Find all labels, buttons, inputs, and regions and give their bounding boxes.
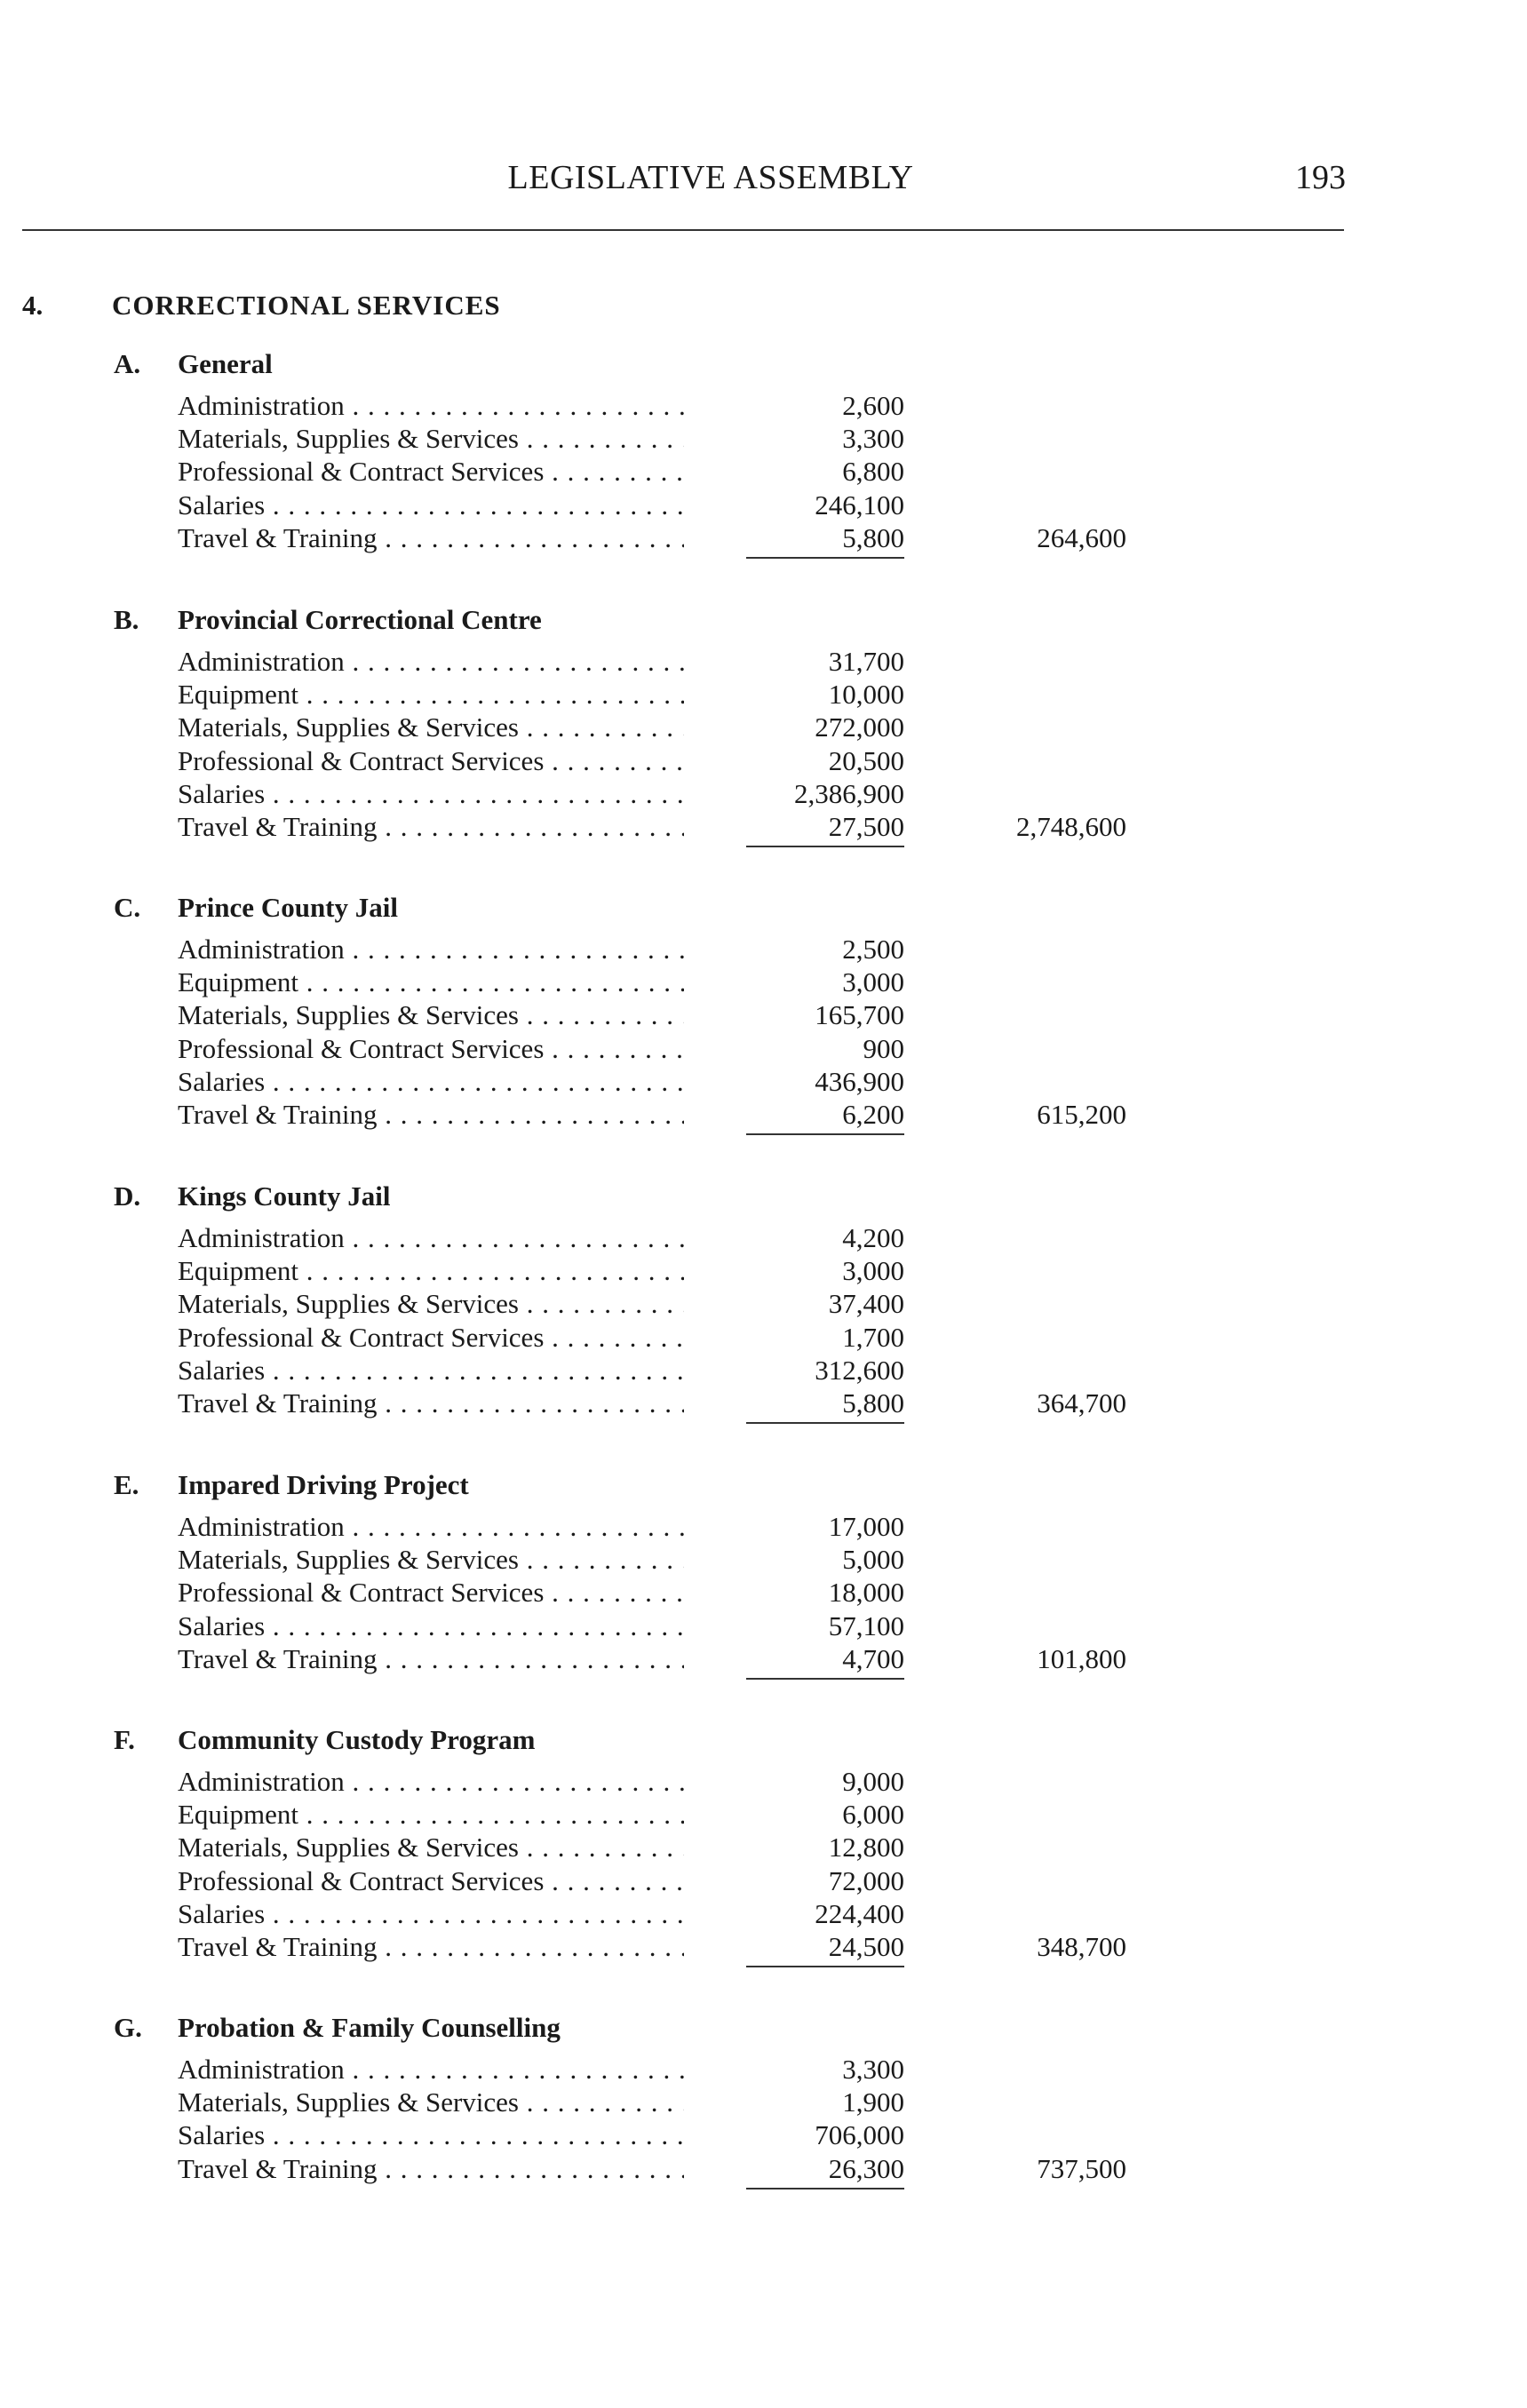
line-item-amount: 6,200 — [746, 1098, 904, 1135]
line-item — [0, 1287, 1527, 1320]
line-item — [0, 2118, 1527, 2151]
line-item-label: Professional & Contract Services . . . — [178, 1032, 684, 1065]
line-item-label: Equipment . . . — [178, 1798, 684, 1831]
line-item — [0, 1098, 1527, 1131]
line-item-label: Salaries . . . — [178, 2118, 684, 2151]
line-item — [0, 744, 1527, 777]
program-total: 264,600 — [1037, 521, 1126, 553]
line-item-label: Travel & Training . . . — [178, 2152, 684, 2185]
program-letter: B. — [114, 604, 139, 635]
line-item-amount: 1,700 — [842, 1321, 904, 1353]
line-item-label: Administration . . . — [178, 1221, 684, 1254]
line-item — [0, 1930, 1527, 1963]
section-heading — [0, 290, 1527, 329]
program-letter: F. — [114, 1724, 135, 1755]
program-title: Provincial Correctional Centre — [178, 604, 542, 635]
line-item — [0, 810, 1527, 843]
line-item-amount: 37,400 — [828, 1288, 904, 1320]
program-block — [0, 348, 1527, 554]
line-item — [0, 455, 1527, 488]
line-item-amount: 2,600 — [842, 390, 904, 421]
line-item — [0, 998, 1527, 1031]
line-item-label: Administration . . . — [178, 389, 684, 422]
line-item — [0, 1864, 1527, 1897]
program-total: 737,500 — [1037, 2152, 1126, 2184]
line-item — [0, 711, 1527, 743]
program-block — [0, 1180, 1527, 1419]
program-heading — [0, 1469, 1527, 1510]
section-number: 4. — [22, 290, 44, 321]
line-item-amount: 24,500 — [746, 1930, 904, 1967]
line-item — [0, 678, 1527, 711]
line-item-amount: 5,800 — [746, 1387, 904, 1424]
line-item-label: Salaries . . . — [178, 489, 684, 521]
header-rule — [22, 229, 1344, 231]
line-item — [0, 2086, 1527, 2118]
line-item — [0, 1032, 1527, 1065]
line-item-amount: 72,000 — [828, 1864, 904, 1896]
line-item-label: Administration . . . — [178, 1765, 684, 1798]
line-item-amount: 5,800 — [746, 521, 904, 559]
program-total: 364,700 — [1037, 1387, 1126, 1419]
line-item-amount: 436,900 — [815, 1065, 904, 1097]
line-item-amount: 4,200 — [842, 1222, 904, 1253]
line-item — [0, 1321, 1527, 1354]
line-item-amount: 3,000 — [842, 966, 904, 998]
line-item-label: Equipment . . . — [178, 966, 684, 998]
program-heading — [0, 604, 1527, 645]
program-total: 2,748,600 — [1016, 810, 1126, 842]
page-number: 193 — [1295, 159, 1346, 196]
line-item-label: Professional & Contract Services . . . — [178, 744, 684, 777]
program-heading — [0, 892, 1527, 933]
line-item-label: Materials, Supplies & Services . . . — [178, 422, 684, 455]
line-item — [0, 1642, 1527, 1675]
line-item-label: Equipment . . . — [178, 1254, 684, 1287]
program-title: General — [178, 348, 273, 379]
line-item-label: Materials, Supplies & Services . . . — [178, 2086, 684, 2118]
line-item — [0, 2053, 1527, 2086]
line-item-label: Salaries . . . — [178, 1065, 684, 1098]
program-block — [0, 892, 1527, 1131]
program-title: Kings County Jail — [178, 1180, 391, 1212]
line-item-amount: 6,000 — [842, 1799, 904, 1831]
line-item-label: Administration . . . — [178, 645, 684, 678]
line-item-label: Travel & Training . . . — [178, 1642, 684, 1675]
line-item-amount: 27,500 — [746, 810, 904, 847]
program-title: Probation & Family Counselling — [178, 2012, 561, 2043]
program-heading — [0, 1180, 1527, 1221]
line-item-label: Equipment . . . — [178, 678, 684, 711]
line-item-label: Administration . . . — [178, 1510, 684, 1543]
line-item-amount: 31,700 — [828, 646, 904, 677]
line-item — [0, 645, 1527, 678]
line-item — [0, 389, 1527, 422]
line-item — [0, 1065, 1527, 1098]
line-item-amount: 3,300 — [842, 423, 904, 455]
line-item-label: Salaries . . . — [178, 777, 684, 810]
line-item-amount: 4,700 — [746, 1642, 904, 1680]
line-item-label: Salaries . . . — [178, 1897, 684, 1930]
line-item-amount: 272,000 — [815, 711, 904, 743]
program-block — [0, 1724, 1527, 1963]
page-title: LEGISLATIVE ASSEMBLY — [507, 159, 914, 196]
line-item-label: Professional & Contract Services . . . — [178, 1321, 684, 1354]
line-item-label: Salaries . . . — [178, 1609, 684, 1642]
line-item — [0, 1254, 1527, 1287]
program-title: Impared Driving Project — [178, 1469, 469, 1500]
program-total: 615,200 — [1037, 1098, 1126, 1130]
line-item-amount: 18,000 — [828, 1577, 904, 1609]
line-item — [0, 489, 1527, 521]
program-letter: E. — [114, 1469, 139, 1500]
line-item-label: Travel & Training . . . — [178, 1098, 684, 1131]
line-item-label: Professional & Contract Services . . . — [178, 1864, 684, 1897]
program-heading — [0, 2012, 1527, 2053]
line-item — [0, 1221, 1527, 1254]
line-item-amount: 9,000 — [842, 1766, 904, 1797]
line-item-label: Travel & Training . . . — [178, 1930, 684, 1963]
program-heading — [0, 1724, 1527, 1765]
line-item-label: Materials, Supplies & Services . . . — [178, 1543, 684, 1576]
program-letter: D. — [114, 1180, 141, 1212]
line-item-amount: 10,000 — [828, 679, 904, 711]
running-head — [0, 158, 1527, 211]
line-item — [0, 1831, 1527, 1864]
line-item — [0, 1510, 1527, 1543]
line-item — [0, 1387, 1527, 1419]
line-item — [0, 1543, 1527, 1576]
program-title: Community Custody Program — [178, 1724, 536, 1755]
line-item-amount: 246,100 — [815, 489, 904, 521]
program-total: 101,800 — [1037, 1642, 1126, 1674]
program-total: 348,700 — [1037, 1930, 1126, 1962]
program-title: Prince County Jail — [178, 892, 398, 923]
line-item — [0, 1798, 1527, 1831]
line-item-amount: 1,900 — [842, 2086, 904, 2118]
line-item-label: Professional & Contract Services . . . — [178, 1576, 684, 1609]
program-letter: G. — [114, 2012, 142, 2043]
line-item-label: Administration . . . — [178, 2053, 684, 2086]
line-item-amount: 165,700 — [815, 999, 904, 1031]
line-item-amount: 3,300 — [842, 2054, 904, 2085]
line-item-amount: 5,000 — [842, 1544, 904, 1576]
line-item-label: Salaries . . . — [178, 1354, 684, 1387]
line-item-amount: 12,800 — [828, 1832, 904, 1864]
line-item-amount: 2,500 — [842, 934, 904, 965]
line-item — [0, 521, 1527, 554]
line-item-amount: 224,400 — [815, 1897, 904, 1929]
line-item-label: Professional & Contract Services . . . — [178, 455, 684, 488]
line-item-amount: 312,600 — [815, 1354, 904, 1386]
line-item-amount: 17,000 — [828, 1511, 904, 1542]
program-heading — [0, 348, 1527, 389]
program-block — [0, 2012, 1527, 2185]
line-item-amount: 6,800 — [842, 456, 904, 488]
line-item-label: Materials, Supplies & Services . . . — [178, 1831, 684, 1864]
line-item — [0, 777, 1527, 810]
program-block — [0, 1469, 1527, 1675]
line-item-label: Administration . . . — [178, 933, 684, 966]
line-item-amount: 2,386,900 — [794, 777, 904, 809]
line-item-amount: 900 — [863, 1032, 904, 1064]
line-item — [0, 1609, 1527, 1642]
line-item — [0, 422, 1527, 455]
line-item-label: Materials, Supplies & Services . . . — [178, 711, 684, 743]
line-item-amount: 57,100 — [828, 1609, 904, 1641]
line-item — [0, 1897, 1527, 1930]
line-item-amount: 3,000 — [842, 1255, 904, 1287]
line-item-label: Travel & Training . . . — [178, 521, 684, 554]
line-item — [0, 1354, 1527, 1387]
line-item-amount: 20,500 — [828, 744, 904, 776]
line-item — [0, 933, 1527, 966]
line-item — [0, 2152, 1527, 2185]
program-block — [0, 604, 1527, 843]
line-item-amount: 26,300 — [746, 2152, 904, 2189]
line-item-label: Travel & Training . . . — [178, 810, 684, 843]
line-item — [0, 1765, 1527, 1798]
line-item-label: Travel & Training . . . — [178, 1387, 684, 1419]
section-title: CORRECTIONAL SERVICES — [112, 290, 501, 321]
line-item — [0, 966, 1527, 998]
line-item — [0, 1576, 1527, 1609]
line-item-label: Materials, Supplies & Services . . . — [178, 1287, 684, 1320]
program-letter: C. — [114, 892, 141, 923]
line-item-label: Materials, Supplies & Services . . . — [178, 998, 684, 1031]
line-item-amount: 706,000 — [815, 2119, 904, 2151]
program-letter: A. — [114, 348, 141, 379]
